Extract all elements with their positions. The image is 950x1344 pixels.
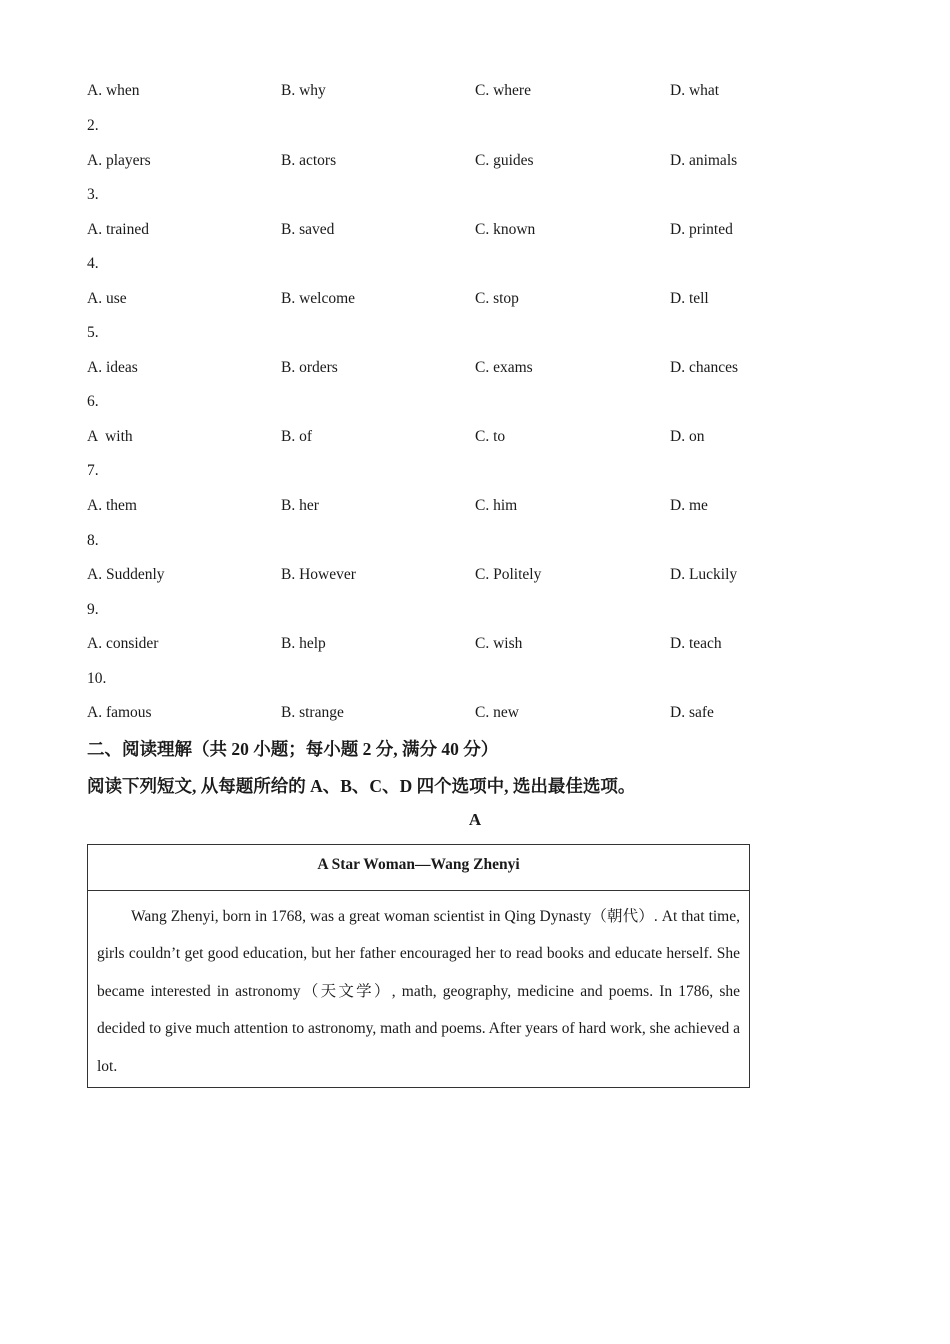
option-d: D. chances — [670, 359, 738, 376]
option-d: D. me — [670, 497, 708, 514]
option-d: D. what — [670, 82, 720, 99]
question-number: 4. — [87, 255, 99, 272]
option-a: A. consider — [87, 635, 159, 652]
question-number: 5. — [87, 324, 99, 341]
question-number: 2. — [87, 117, 99, 134]
option-b: B. help — [281, 635, 326, 652]
option-b: B. her — [281, 497, 319, 514]
option-b: B. saved — [281, 221, 335, 238]
option-d: D. tell — [670, 290, 709, 307]
option-b: B. orders — [281, 359, 338, 376]
option-c: C. new — [475, 704, 519, 721]
option-a: A. trained — [87, 221, 149, 238]
option-a: A. use — [87, 290, 127, 307]
option-c: C. wish — [475, 635, 523, 652]
option-d: D. safe — [670, 704, 714, 721]
option-a: A. players — [87, 152, 151, 169]
option-c: C. stop — [475, 290, 519, 307]
option-d: D. printed — [670, 221, 733, 238]
option-a: A. when — [87, 82, 140, 99]
question-number: 9. — [87, 601, 99, 618]
option-c: C. to — [475, 428, 506, 445]
option-a: A. Suddenly — [87, 566, 165, 583]
option-a: A. ideas — [87, 359, 138, 376]
question-number: 7. — [87, 462, 99, 479]
option-c: C. where — [475, 82, 531, 99]
passage-body: Wang Zhenyi, born in 1768, was a great woman scientist in Qing Dynasty（朝代）. At that time, girls couldn’t get good education, but her father encouraged her to read books and educate herself. She became interested in astronomy（天文学）, math, geography, medicine and poems. In 1786, she decided to give much attention to astronomy, math and poems. After years of hard work, she achieved a lot. — [97, 908, 740, 1075]
option-b: B. why — [281, 82, 326, 99]
question-number: 6. — [87, 393, 99, 410]
option-d: D. teach — [670, 635, 722, 652]
passage-letter: A — [468, 810, 482, 829]
passage-title: A Star Woman—Wang Zhenyi — [88, 845, 749, 891]
option-d: D. animals — [670, 152, 738, 169]
option-c: C. known — [475, 221, 536, 238]
option-c: C. him — [475, 497, 518, 514]
section-instruction: 阅读下列短文, 从每题所给的 A、B、C、D 四个选项中, 选出最佳选项。 — [87, 776, 636, 796]
option-a: A with — [87, 428, 133, 445]
option-b: B. actors — [281, 152, 337, 169]
option-b: B. However — [281, 566, 356, 583]
passage-box — [87, 844, 750, 1088]
option-b: B. of — [281, 428, 312, 445]
question-number: 3. — [87, 186, 99, 203]
option-c: C. guides — [475, 152, 534, 169]
option-d: D. on — [670, 428, 705, 445]
option-b: B. strange — [281, 704, 344, 721]
option-a: A. them — [87, 497, 137, 514]
question-number: 8. — [87, 532, 99, 549]
option-c: C. Politely — [475, 566, 542, 583]
option-d: D. Luckily — [670, 566, 738, 583]
option-a: A. famous — [87, 704, 152, 721]
question-number: 10. — [87, 670, 107, 687]
option-b: B. welcome — [281, 290, 356, 307]
section-heading: 二、阅读理解（共 20 小题；每小题 2 分, 满分 40 分） — [87, 739, 499, 759]
option-c: C. exams — [475, 359, 533, 376]
